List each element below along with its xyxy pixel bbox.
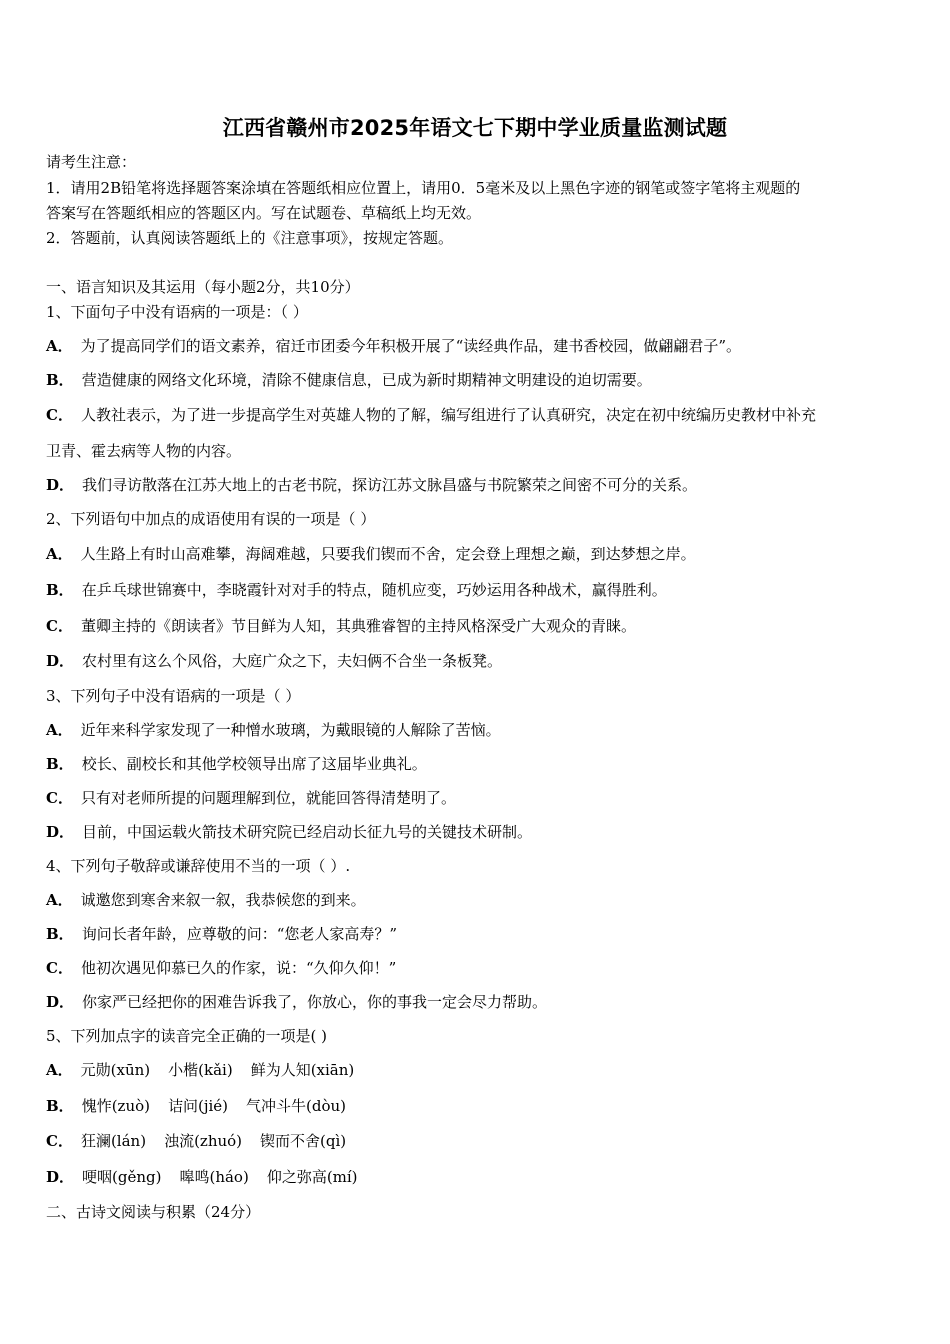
option-text: 询问长者年龄，应尊敬的问：“您老人家高寿？”: [81, 925, 398, 943]
question-2-option-c: [46, 616, 636, 636]
question-3-option-b: [46, 754, 427, 774]
section-2-heading: 二、古诗文阅读与积累（24分）: [46, 1203, 261, 1221]
question-5-option-d: [46, 1167, 358, 1187]
option-label: C．: [46, 406, 73, 424]
option-word: 仰之弥高(mí): [266, 1168, 358, 1186]
question-1-option-c-continued: 卫青、霍去病等人物的内容。: [46, 442, 242, 460]
question-2-option-a: [46, 544, 696, 564]
option-word: 气冲斗牛(dòu): [246, 1097, 347, 1115]
notice-item-1-line-2: 答案写在答题纸相应的答题区内。写在试题卷、草稿纸上均无效。: [46, 204, 482, 222]
option-text: 你家严已经把你的困难告诉我了，你放心，你的事我一定会尽力帮助。: [82, 993, 548, 1011]
option-label: A．: [46, 721, 73, 739]
option-text: 只有对老师所提的问题理解到位，就能回答得清楚明了。: [80, 789, 456, 807]
question-2-stem: 2、下列语句中加点的成语使用有误的一项是（ ）: [46, 510, 376, 528]
option-label: A．: [46, 337, 73, 355]
option-word: 狂澜(lán): [80, 1132, 147, 1150]
option-text: 我们寻访散落在江苏大地上的古老书院，探访江苏文脉昌盛与书院繁荣之间密不可分的关系。: [82, 476, 698, 494]
option-text: 目前，中国运载火箭技术研究院已经启动长征九号的关键技术研制。: [82, 823, 533, 841]
question-1-option-a: [46, 336, 741, 356]
question-5-stem: 5、下列加点字的读音完全正确的一项是( ): [46, 1027, 328, 1045]
notice-item-1-line-1: 1．请用2B铅笔将选择题答案涂填在答题纸相应位置上，请用0．5毫米及以上黑色字迹的钢笔或签字笔将主观题的: [46, 179, 801, 197]
option-label: C．: [46, 617, 73, 635]
page-title: 江西省赣州市2025年语文七下期中学业质量监测试题: [222, 116, 728, 140]
option-label: B．: [46, 581, 74, 599]
option-label: A．: [46, 545, 73, 563]
option-label: D．: [46, 652, 75, 670]
option-label: A．: [46, 891, 73, 909]
question-1-option-d: [46, 475, 697, 495]
question-3-option-a: [46, 720, 501, 740]
option-label: C．: [46, 959, 73, 977]
option-text: 营造健康的网络文化环境，清除不健康信息，已成为新时期精神文明建设的迫切需要。: [81, 371, 652, 389]
question-2-option-d: [46, 651, 502, 671]
option-word: 嗥鸣(háo): [179, 1168, 249, 1186]
option-label: B．: [46, 1097, 74, 1115]
question-5-option-b: [46, 1096, 346, 1116]
option-label: B．: [46, 755, 74, 773]
option-label: D．: [46, 823, 75, 841]
option-label: A．: [46, 1061, 73, 1079]
question-4-option-b: [46, 924, 397, 944]
option-word: 浊流(zhuó): [164, 1132, 243, 1150]
option-label: D．: [46, 993, 75, 1011]
option-text: 人生路上有时山高难攀，海阔难越，只要我们锲而不舍，定会登上理想之巅，到达梦想之岸。: [80, 545, 696, 563]
option-label: D．: [46, 1168, 75, 1186]
option-text: 他初次遇见仰慕已久的作家，说：“久仰久仰！”: [80, 959, 397, 977]
option-label: D．: [46, 476, 75, 494]
option-word: 元勋(xūn): [80, 1061, 151, 1079]
question-1-option-b: [46, 370, 652, 390]
option-word: 哽咽(gěng): [82, 1168, 162, 1186]
option-text: 为了提高同学们的语文素养，宿迁市团委今年积极开展了“读经典作品，建书香校园，做翩翩君子”。: [80, 337, 741, 355]
option-label: B．: [46, 371, 74, 389]
option-word: 愧怍(zuò): [81, 1097, 150, 1115]
option-label: C．: [46, 1132, 73, 1150]
option-word: 鲜为人知(xiān): [250, 1061, 355, 1079]
section-1-heading: 一、语言知识及其运用（每小题2分，共10分）: [46, 278, 360, 296]
notice-item-2: 2．答题前，认真阅读答题纸上的《注意事项》，按规定答题。: [46, 229, 454, 247]
option-text: 人教社表示，为了进一步提高学生对英雄人物的了解，编写组进行了认真研究，决定在初中统编历史教材中补充: [80, 406, 816, 424]
option-text: 近年来科学家发现了一种憎水玻璃，为戴眼镜的人解除了苦恼。: [80, 721, 501, 739]
option-label: B．: [46, 925, 74, 943]
option-word: 锲而不舍(qì): [260, 1132, 347, 1150]
question-5-option-c: [46, 1131, 346, 1151]
option-text: 农村里有这么个风俗，大庭广众之下，夫妇俩不合坐一条板凳。: [82, 652, 503, 670]
question-4-option-a: [46, 890, 366, 910]
question-1-option-c: [46, 405, 816, 425]
question-4-option-c: [46, 958, 396, 978]
question-5-option-a: [46, 1060, 354, 1080]
option-text: 诚邀您到寒舍来叙一叙，我恭候您的到来。: [80, 891, 366, 909]
question-4-option-d: [46, 992, 547, 1012]
option-text: 董卿主持的《朗读者》节目鲜为人知，其典雅睿智的主持风格深受广大观众的青睐。: [80, 617, 636, 635]
notice-heading: 请考生注意：: [46, 153, 137, 171]
option-text: 在乒乓球世锦赛中，李晓霞针对对手的特点，随机应变，巧妙运用各种战术，赢得胜利。: [81, 581, 667, 599]
option-label: C．: [46, 789, 73, 807]
question-3-option-d: [46, 822, 532, 842]
question-3-option-c: [46, 788, 456, 808]
question-1-stem: 1、下面句子中没有语病的一项是：（ ）: [46, 303, 308, 321]
option-word: 小楷(kǎi): [168, 1061, 233, 1079]
option-word: 诘问(jié): [168, 1097, 229, 1115]
option-text: 校长、副校长和其他学校领导出席了这届毕业典礼。: [81, 755, 427, 773]
question-2-option-b: [46, 580, 667, 600]
question-3-stem: 3、下列句子中没有语病的一项是（ ）: [46, 687, 301, 705]
question-4-stem: 4、下列句子敬辞或谦辞使用不当的一项（ ）.: [46, 857, 351, 875]
